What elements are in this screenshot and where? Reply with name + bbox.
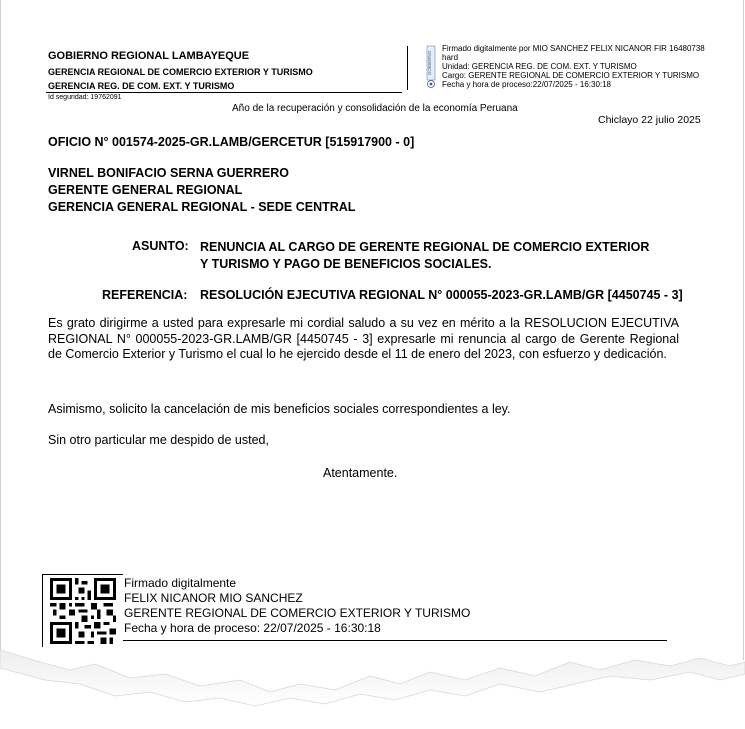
page-border-right <box>743 0 744 660</box>
oficio-number: OFICIO N° 001574-2025-GR.LAMB/GERCETUR [515917900 - 0] <box>48 135 415 149</box>
security-id: Id seguridad: 19762091 <box>48 94 122 101</box>
body-paragraph: Sin otro particular me despido de usted, <box>48 433 269 447</box>
referencia-label: REFERENCIA: <box>102 288 188 302</box>
asunto-text <box>200 239 649 273</box>
org-name: GOBIERNO REGIONAL LAMBAYEQUE <box>48 50 250 62</box>
closing: Atentamente. <box>323 466 398 480</box>
signer-block <box>124 576 470 636</box>
recipient-office: GERENCIA GENERAL REGIONAL - SEDE CENTRAL <box>48 200 356 214</box>
signer-line: Firmado digitalmente <box>124 576 237 590</box>
signer-name: FELIX NICANOR MIO SANCHEZ <box>124 591 303 605</box>
digital-signature-line: Unidad: GERENCIA REG. DE COM. EXT. Y TURISMO <box>442 62 637 71</box>
signer-title: GERENTE REGIONAL DE COMERCIO EXTERIOR Y TURISMO <box>124 606 471 620</box>
asunto-line: RENUNCIA AL CARGO DE GERENTE REGIONAL DE COMERCIO EXTERIOR <box>200 240 650 254</box>
page-border-left <box>0 0 1 660</box>
body-paragraph: Es grato dirigirme a usted para expresarle mi cordial saludo a su vez en mérito a la RESOLUCION EJECUTIVA REGIONAL N° 000055-2023-GR.LAMB/GR [4450745 - 3] expresarle mi renuncia al cargo de Gerente Regional de Comercio Exterior y Turismo el cual lo he ejercido desde el 11 de enero del 2023, con esfuerzo y dedicación. <box>48 316 679 361</box>
digital-signature-line: Fecha y hora de proceso:22/07/2025 - 16:30:18 <box>442 80 612 89</box>
asunto-label: ASUNTO: <box>132 239 189 253</box>
digital-signature-line: Cargo: GERENTE REGIONAL DE COMERCIO EXTERIOR Y TURISMO <box>442 71 700 80</box>
digital-signature-line: hard <box>442 53 459 62</box>
digital-signature-text <box>442 44 705 89</box>
year-motto: Año de la recuperación y consolidación de la economía Peruana <box>232 103 518 114</box>
seal-text: GOBIERNO <box>427 50 432 76</box>
recipient-name: VIRNEL BONIFACIO SERNA GUERRERO <box>48 166 289 180</box>
recipient-block <box>48 165 355 216</box>
document-date: Chiclayo 22 julio 2025 <box>598 114 701 126</box>
qr-code-icon <box>50 578 116 644</box>
body-paragraph: Asimismo, solicito la cancelación de mis beneficios sociales correspondientes a ley. <box>48 402 511 416</box>
digital-signature-line: Firmado digitalmente por MIO SANCHEZ FELIX NICANOR FIR 16480738 <box>442 44 705 53</box>
signature-divider <box>407 46 408 90</box>
referencia-text: RESOLUCIÓN EJECUTIVA REGIONAL N° 000055-2023-GR.LAMB/GR [4450745 - 3] <box>200 288 683 302</box>
seal-icon <box>424 44 438 88</box>
torn-edge <box>0 640 745 729</box>
header-rule <box>46 92 402 93</box>
org-department: GERENCIA REGIONAL DE COMERCIO EXTERIOR Y TURISMO <box>48 67 313 77</box>
asunto-line: Y TURISMO Y PAGO DE BENEFICIOS SOCIALES. <box>200 257 492 271</box>
recipient-position: GERENTE GENERAL REGIONAL <box>48 183 243 197</box>
org-department-short: GERENCIA REG. DE COM. EXT. Y TURISMO <box>48 81 235 91</box>
signer-date: Fecha y hora de proceso: 22/07/2025 - 16:30:18 <box>124 621 381 635</box>
